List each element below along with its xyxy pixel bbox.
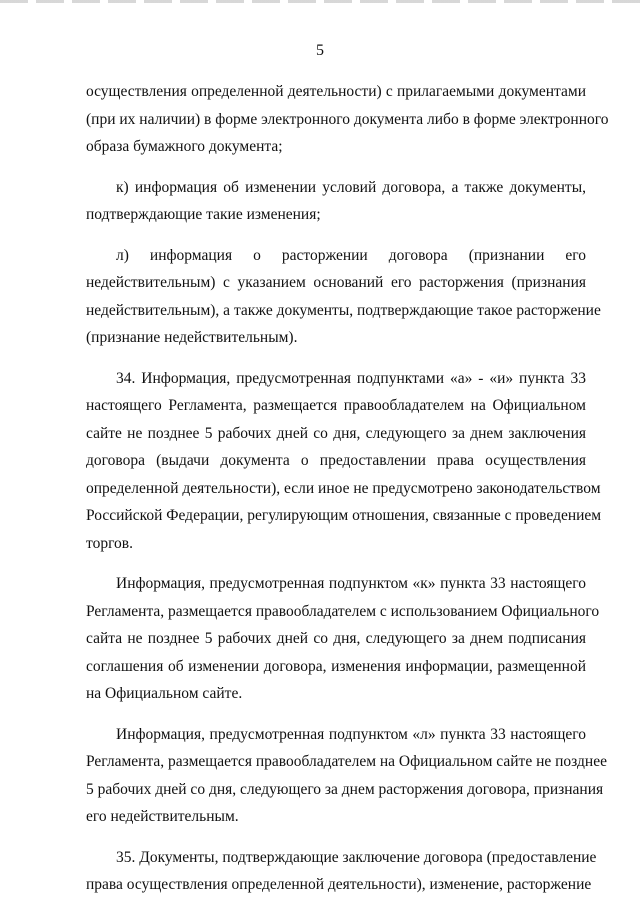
paragraph-item-k-publication [86, 570, 600, 708]
text-line: недействительным), а также документы, подтверждающие такое расторжение [86, 301, 601, 319]
text-line: Информация, предусмотренная подпунктом «л» пункта 33 настоящего [116, 725, 586, 743]
text-line: его недействительным. [86, 808, 239, 825]
text-line: права осуществления определенной деятельности), изменение, расторжение [86, 876, 592, 893]
text-line: сайте не позднее 5 рабочих дней со дня, следующего за днем заключения [86, 424, 586, 442]
text-line: определенной деятельности), если иное не предусмотрено законодательством [86, 479, 601, 497]
text-line: Российской Федерации, регулирующим отношения, связанные с проведением [86, 507, 602, 524]
text-line: соглашения об изменении договора, изменения информации, размещенной [86, 657, 586, 675]
text-line: Регламента, размещается правообладателем на Официальном сайте не позднее [86, 753, 607, 770]
text-line: Регламента, размещается правообладателем с использованием Официального [86, 602, 600, 620]
text-line: (признание недействительным). [86, 329, 298, 346]
text-line: настоящего Регламента, размещается правообладателем на Официальном [86, 397, 586, 414]
paragraph-item-l-publication [86, 721, 607, 831]
text-line: недействительным) с указанием оснований его расторжения (признания [86, 274, 586, 291]
text-line: (при их наличии) в форме электронного документа либо в форме электронного [86, 110, 609, 128]
text-line: сайта не позднее 5 рабочих дней со дня, следующего за днем подписания [86, 630, 586, 647]
text-line: 5 рабочих дней со дня, следующего за днем расторжения договора, признания [86, 780, 604, 798]
text-line: торгов. [86, 534, 133, 552]
paragraph-34 [86, 365, 602, 558]
text-line: к) информация об изменении условий договора, а также документы, [116, 178, 586, 196]
paragraph-item-k [86, 174, 586, 229]
text-line: Информация, предусмотренная подпунктом «к» пункта 33 настоящего [116, 575, 586, 592]
text-line: осуществления определенной деятельности) с прилагаемыми документами [86, 83, 586, 100]
scan-edge-artifact [0, 0, 640, 3]
text-line: л) информация о расторжении договора (признании его [116, 246, 586, 264]
document-body [86, 78, 609, 912]
text-line: 35. Документы, подтверждающие заключение договора (предоставление [116, 848, 597, 866]
text-line: образа бумажного документа; [86, 138, 283, 155]
text-line: подтверждающие такие изменения; [86, 206, 321, 223]
paragraph-attachments-continuation [86, 78, 609, 161]
paragraph-item-l [86, 242, 601, 352]
paragraph-35 [86, 844, 597, 899]
text-line: на Официальном сайте. [86, 685, 243, 702]
page-number: 5 [316, 42, 324, 59]
text-line: договора (выдачи документа о предоставлении права осуществления [86, 452, 586, 469]
text-line: 34. Информация, предусмотренная подпунктами «а» - «и» пункта 33 [116, 369, 586, 387]
